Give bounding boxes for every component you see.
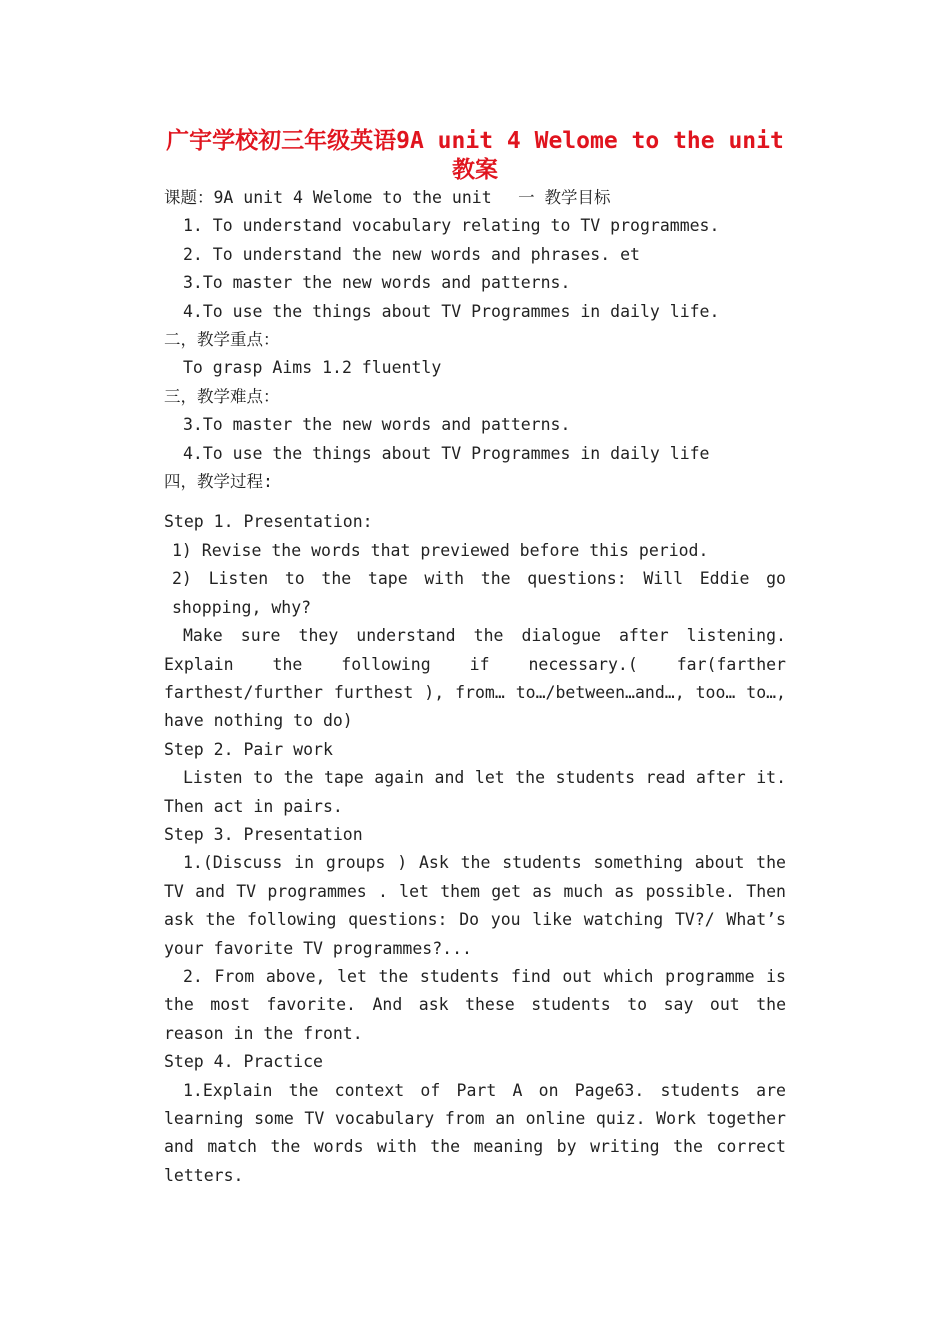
step-heading: Step 3. Presentation bbox=[164, 824, 363, 844]
topic-line: 课题：9A unit 4 Welome to the unit 一 教学目标 bbox=[164, 188, 611, 207]
objective-item: 4.To use the things about TV Programmes in daily life. bbox=[183, 301, 720, 321]
document-body bbox=[164, 184, 786, 1190]
step-paragraph: 1) Revise the words that previewed before this period. bbox=[172, 540, 709, 560]
process-heading: 四，教学过程: bbox=[164, 472, 273, 492]
step-paragraph: 2) Listen to the tape with the questions: Will Eddie go shopping, why? bbox=[172, 569, 786, 617]
step-heading: Step 4. Practice bbox=[164, 1052, 323, 1072]
step-paragraph: 1.(Discuss in groups ) Ask the students something about the TV and TV programmes . let them get as much as possible. Then ask the following questions: Do you like watching TV?/ What’s your favorite TV programmes?... bbox=[164, 853, 786, 958]
spacer bbox=[164, 496, 786, 508]
difficulty-item: 4.To use the things about TV Programmes in daily life bbox=[183, 443, 710, 463]
key-point-item: To grasp Aims 1.2 fluently bbox=[183, 358, 442, 378]
step-paragraph: 1.Explain the context of Part A on Page63. students are learning some TV vocabulary from an online quiz. Work together and match the words with the meaning by writing the correct letters. bbox=[164, 1080, 786, 1185]
document-title: 广宇学校初三年级英语9A unit 4 Welome to the unit 教案 bbox=[166, 128, 784, 183]
objective-item: 2. To understand the new words and phrases. et bbox=[183, 244, 640, 264]
step-paragraph: Listen to the tape again and let the students read after it. Then act in pairs. bbox=[164, 768, 786, 816]
step-paragraph: 2. From above, let the students find out which programme is the most favorite. And ask these students to say out the reason in the front. bbox=[164, 966, 786, 1043]
step-heading: Step 1. Presentation: bbox=[164, 512, 373, 532]
objective-item: 3.To master the new words and patterns. bbox=[183, 273, 571, 293]
key-points-heading: 二，教学重点： bbox=[164, 330, 280, 350]
difficulties-heading: 三，教学难点： bbox=[164, 386, 280, 406]
difficulty-item: 3.To master the new words and patterns. bbox=[183, 415, 571, 435]
step-heading: Step 2. Pair work bbox=[164, 739, 333, 759]
step-paragraph: Make sure they understand the dialogue after listening. Explain the following if necessary.( far(farther farthest/further furthest ), from… to…/between…and…, too… to…, have nothing to do) bbox=[164, 626, 786, 731]
objective-item: 1. To understand vocabulary relating to TV programmes. bbox=[183, 216, 720, 236]
